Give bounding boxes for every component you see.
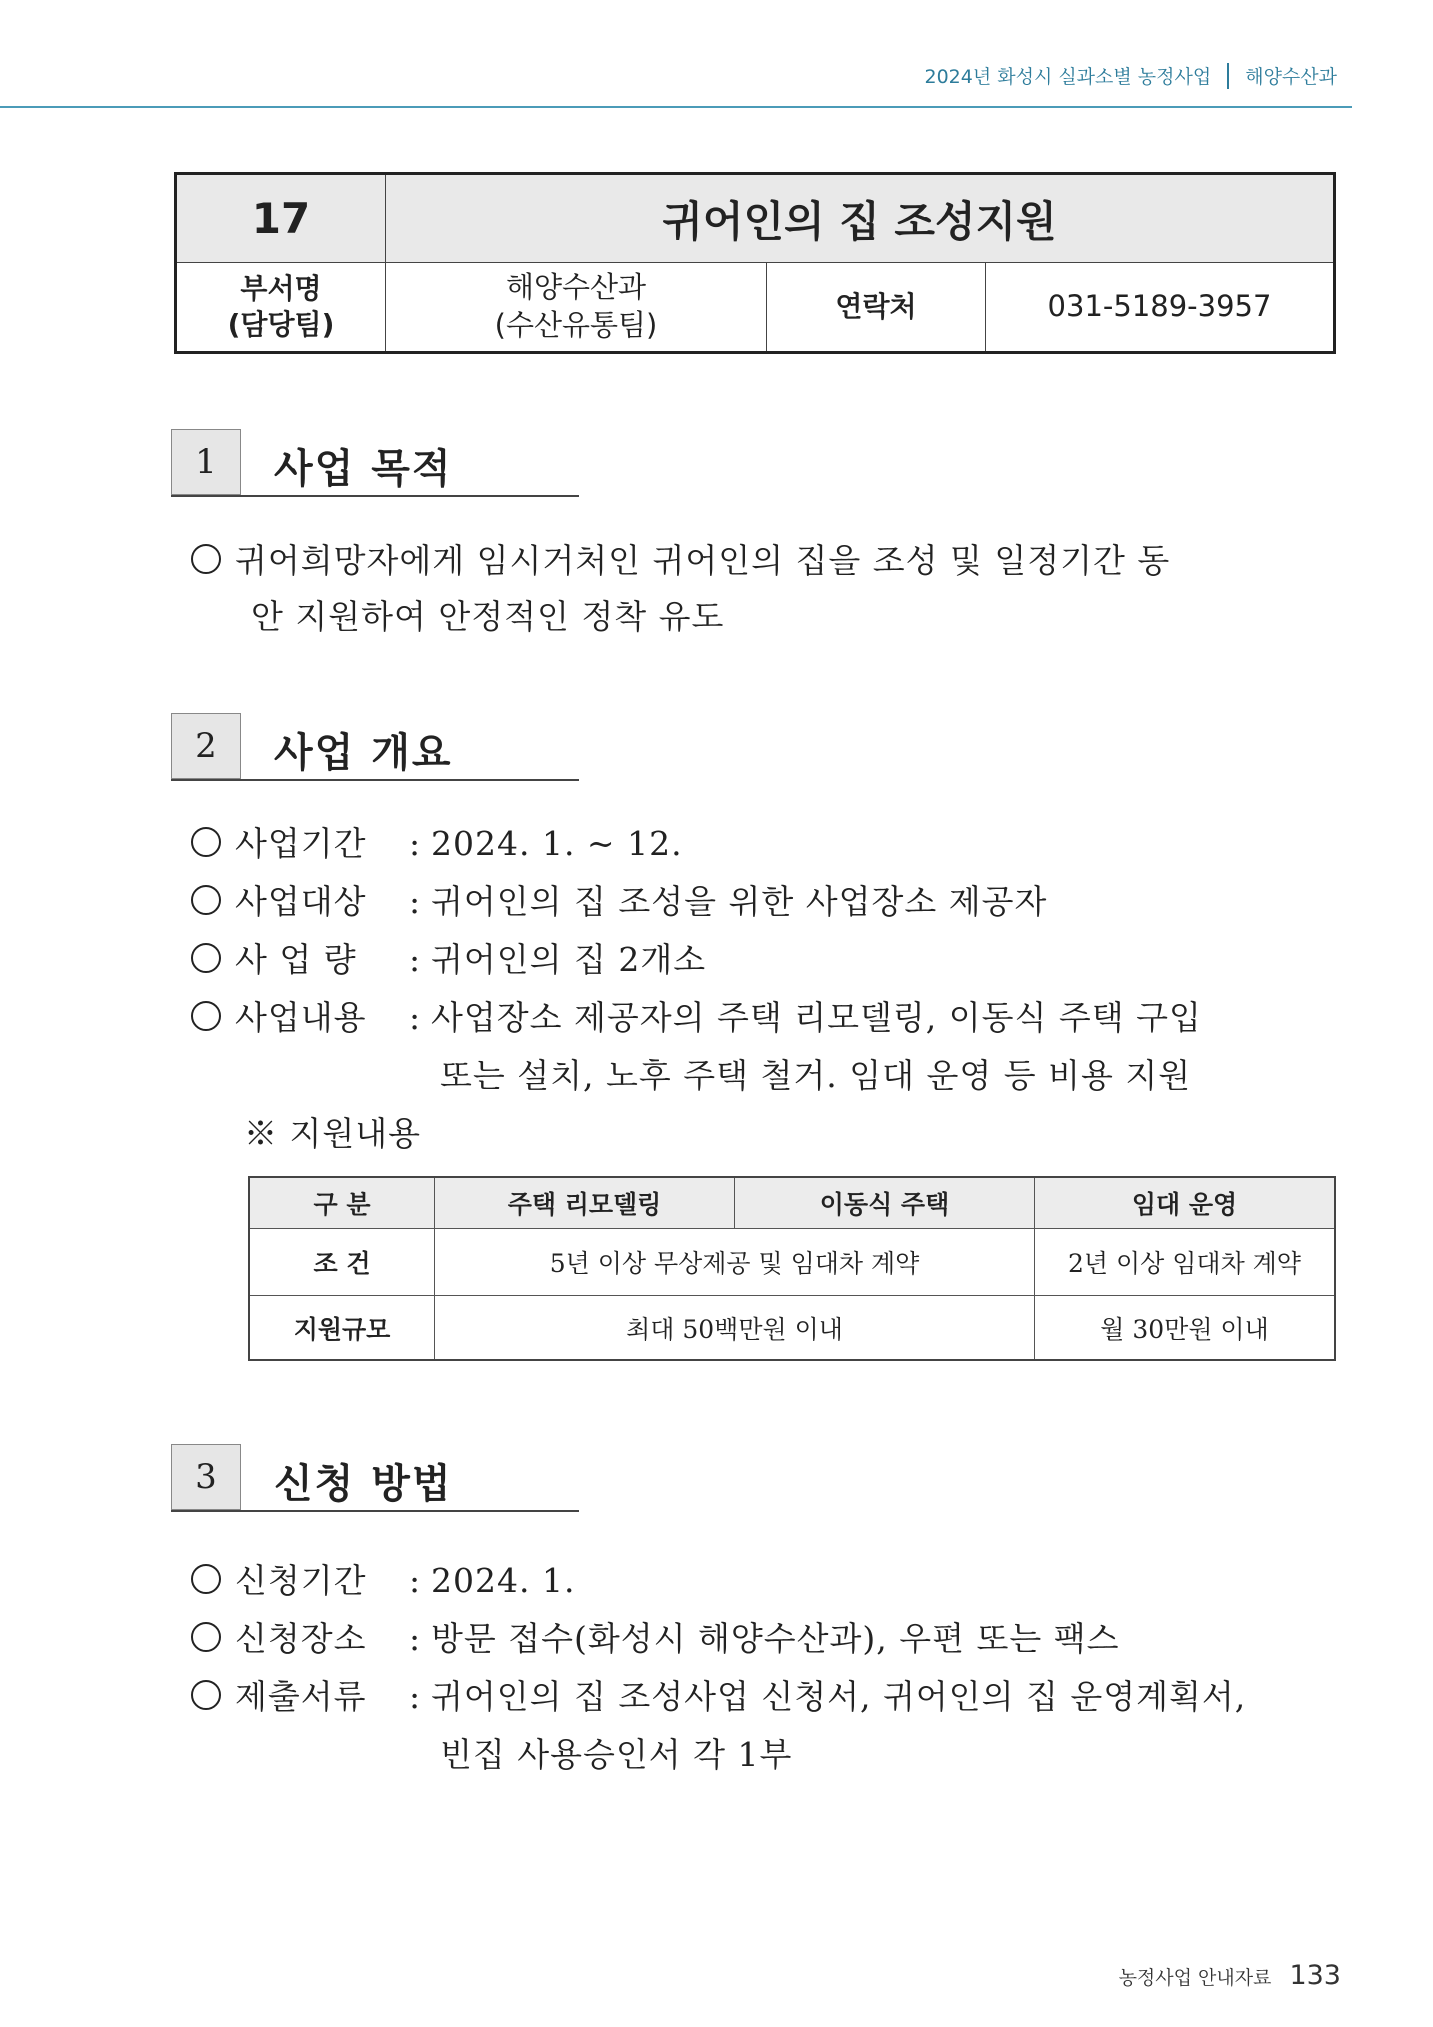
bullet-circle-icon — [191, 1680, 221, 1710]
overview-item: 사 업 량 : 귀어인의 집 2개소 — [191, 934, 706, 981]
support-table — [248, 1176, 1336, 1361]
section-3-heading — [171, 1444, 579, 1512]
contact-label: 연락처 — [767, 263, 986, 353]
bullet-circle-icon — [191, 943, 221, 973]
page-number: 133 — [1289, 1960, 1341, 1991]
table-header-cell: 임대 운영 — [1035, 1177, 1336, 1229]
table-header-row — [249, 1177, 1335, 1229]
dept-label-line1: 부서명 — [240, 271, 322, 305]
dept-value-line2: (수산유통팀) — [494, 308, 658, 342]
table-cell: 5년 이상 무상제공 및 임대차 계약 — [435, 1229, 1035, 1296]
row-label: 지원규모 — [249, 1296, 435, 1361]
row-label: 조 건 — [249, 1229, 435, 1296]
dept-label-line2: (담당팀) — [227, 308, 335, 341]
project-title: 귀어인의 집 조성지원 — [386, 174, 1335, 263]
header-left: 2024년 화성시 실과소별 농정사업 — [924, 66, 1212, 88]
support-note: ※ 지원내용 — [244, 1114, 422, 1153]
overview-item: 사업기간 : 2024. 1. ~ 12. — [191, 818, 683, 865]
application-item: 제출서류 : 귀어인의 집 조성사업 신청서, 귀어인의 집 운영계획서, — [191, 1671, 1246, 1718]
application-item: 신청기간 : 2024. 1. — [191, 1555, 575, 1602]
header-divider — [1227, 63, 1229, 89]
dept-label — [176, 263, 386, 353]
contact-value: 031-5189-3957 — [986, 263, 1335, 353]
section-2-title: 사업 개요 — [274, 730, 453, 776]
section-2-heading — [171, 713, 579, 781]
table-row — [249, 1229, 1335, 1296]
bullet-circle-icon — [191, 1564, 221, 1594]
section-1-title: 사업 목적 — [274, 446, 453, 492]
project-number: 17 — [176, 174, 386, 263]
content-continuation: 또는 설치, 노후 주택 철거. 임대 운영 등 비용 지원 — [440, 1056, 1192, 1095]
table-row — [249, 1296, 1335, 1361]
section-1-number: 1 — [171, 429, 241, 495]
purpose-line-2: 안 지원하여 안정적인 정착 유도 — [251, 597, 725, 636]
section-3-number: 3 — [171, 1444, 241, 1510]
section-2-number: 2 — [171, 713, 241, 779]
bullet-circle-icon — [191, 1622, 221, 1652]
section-3-title: 신청 방법 — [274, 1461, 453, 1507]
docs-continuation: 빈집 사용승인서 각 1부 — [440, 1735, 793, 1774]
table-header-cell: 이동식 주택 — [735, 1177, 1035, 1229]
bullet-circle-icon — [191, 827, 221, 857]
header-rule — [0, 106, 1352, 108]
table-header-cell: 구 분 — [249, 1177, 435, 1229]
dept-value-line1: 해양수산과 — [505, 270, 647, 305]
dept-value — [386, 263, 767, 353]
bullet-circle-icon — [191, 1001, 221, 1031]
bullet-circle-icon — [191, 885, 221, 915]
purpose-line-1: 귀어희망자에게 임시거처인 귀어인의 집을 조성 및 일정기간 동 — [191, 535, 1170, 582]
table-cell: 2년 이상 임대차 계약 — [1035, 1229, 1336, 1296]
overview-item: 사업내용 : 사업장소 제공자의 주택 리모델링, 이동식 주택 구입 — [191, 992, 1202, 1039]
running-header — [924, 62, 1337, 89]
table-header-cell: 주택 리모델링 — [435, 1177, 735, 1229]
section-1-heading — [171, 429, 579, 497]
overview-item: 사업대상 : 귀어인의 집 조성을 위한 사업장소 제공자 — [191, 876, 1047, 923]
page-footer — [1119, 1960, 1341, 1991]
bullet-circle-icon — [191, 544, 221, 574]
table-cell: 월 30만원 이내 — [1035, 1296, 1336, 1361]
header-right: 해양수산과 — [1245, 66, 1337, 88]
table-cell: 최대 50백만원 이내 — [435, 1296, 1035, 1361]
title-box — [174, 172, 1336, 354]
footer-text: 농정사업 안내자료 — [1118, 1967, 1272, 1989]
application-item: 신청장소 : 방문 접수(화성시 해양수산과), 우편 또는 팩스 — [191, 1613, 1120, 1660]
